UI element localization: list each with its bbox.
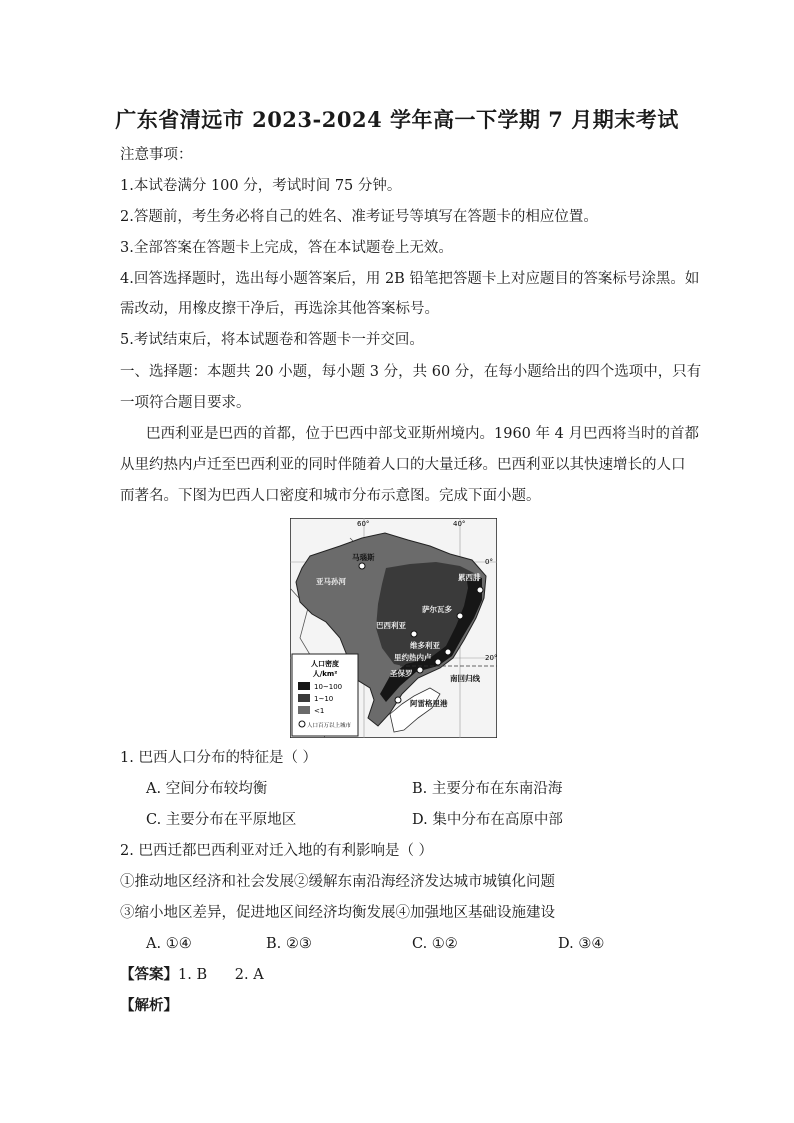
- section-heading-cont: 一项符合题目要求。: [120, 395, 251, 411]
- city-manaus-label: 马瑙斯: [352, 553, 375, 562]
- q1-option-b: B. 主要分布在东南沿海: [412, 781, 563, 797]
- city-recife-dot: [477, 587, 483, 593]
- q2-option-c: C. ①②: [412, 936, 458, 952]
- notes-heading: 注意事项：: [120, 147, 193, 163]
- city-manaus-dot: [359, 563, 365, 569]
- city-recife-label: 累西腓: [458, 573, 481, 582]
- city-portoalegre-label: 阿雷格里港: [410, 699, 448, 708]
- city-portoalegre-dot: [395, 697, 401, 703]
- q2-statements-2: ③缩小地区差异，促进地区间经济均衡发展④加强地区基础设施建设: [120, 905, 555, 921]
- legend-city-note: 人口百万以上城市: [307, 723, 352, 729]
- note-item-5: 5.考试结束后，将本试题卷和答题卡一并交回。: [120, 332, 424, 348]
- brazil-population-map: [290, 518, 497, 738]
- answer-text: 1. B 2. A: [178, 967, 264, 983]
- passage-line-3: 而著名。下图为巴西人口密度和城市分布示意图。完成下面小题。: [120, 488, 541, 504]
- note-item-4: 4.回答选择题时，选出每小题答案后，用 2B 铅笔把答题卡上对应题目的答案标号涂黑。如: [120, 271, 700, 287]
- answer-line: [120, 965, 264, 985]
- lon-label-60: 60°: [357, 520, 370, 528]
- answer-label: 【答案】: [120, 966, 178, 983]
- city-vitoria-dot: [445, 649, 451, 655]
- legend-label-low: <1: [314, 707, 325, 715]
- city-vitoria-label: 维多利亚: [410, 641, 440, 650]
- legend-title: 人口密度: [311, 660, 339, 668]
- legend-unit: 人/km²: [312, 670, 338, 678]
- q2-option-b: B. ②③: [266, 936, 312, 952]
- analysis-label: 【解析】: [120, 997, 178, 1014]
- note-item-2: 2.答题前，考生务必将自己的姓名、准考证号等填写在答题卡的相应位置。: [120, 209, 598, 225]
- city-brasilia-dot: [411, 631, 417, 637]
- lon-label-40: 40°: [453, 520, 466, 528]
- tropic-label: 南回归线: [450, 674, 480, 683]
- city-saopaulo-label: 圣保罗: [390, 669, 413, 678]
- q1-option-a: A. 空间分布较均衡: [146, 781, 268, 797]
- q1-option-c: C. 主要分布在平原地区: [146, 812, 297, 828]
- q2-stem: 2. 巴西迁都巴西利亚对迁入地的有利影响是（ ）: [120, 843, 434, 859]
- q1-option-d: D. 集中分布在高原中部: [412, 812, 563, 828]
- legend-swatch-mid: [298, 694, 310, 702]
- passage-line-2: 从里约热内卢迁至巴西利亚的同时伴随着人口的大量迁移。巴西利亚以其快速增长的人口: [120, 457, 686, 473]
- city-saopaulo-dot: [417, 667, 423, 673]
- note-item-3: 3.全部答案在答题卡上完成，答在本试题卷上无效。: [120, 240, 453, 256]
- note-item-1: 1.本试卷满分 100 分，考试时间 75 分钟。: [120, 178, 402, 194]
- legend-label-mid: 1~10: [314, 695, 334, 703]
- legend-label-high: 10~100: [314, 683, 343, 691]
- q2-option-d: D. ③④: [558, 936, 605, 952]
- lat-label-20: 20°: [485, 654, 497, 662]
- lat-label-0: 0°: [485, 558, 493, 566]
- city-rio-dot: [435, 659, 441, 665]
- exam-title: 广东省清远市 2023-2024 学年高一下学期 7 月期末考试: [115, 107, 679, 132]
- q2-option-a: A. ①④: [146, 936, 192, 952]
- section-heading: 一、选择题：本题共 20 小题，每小题 3 分，共 60 分，在每小题给出的四个选项中，只有: [120, 364, 702, 380]
- legend-swatch-high: [298, 682, 310, 690]
- passage-line-1: 巴西利亚是巴西的首都，位于巴西中部戈亚斯州境内。1960 年 4 月巴西将当时的首都: [146, 426, 699, 442]
- city-salvador-label: 萨尔瓦多: [422, 605, 452, 614]
- legend-city-symbol: [299, 721, 305, 727]
- city-brasilia-label: 巴西利亚: [376, 621, 406, 630]
- city-salvador-dot: [457, 613, 463, 619]
- city-rio-label: 里约热内卢: [394, 653, 432, 662]
- legend-swatch-low: [298, 706, 310, 714]
- amazon-river-label: 亚马孙河: [316, 577, 346, 586]
- q2-statements-1: ①推动地区经济和社会发展②缓解东南沿海经济发达城市城镇化问题: [120, 874, 555, 890]
- q1-stem: 1. 巴西人口分布的特征是（ ）: [120, 750, 318, 766]
- note-item-4-cont: 需改动，用橡皮擦干净后，再选涂其他答案标号。: [120, 301, 439, 317]
